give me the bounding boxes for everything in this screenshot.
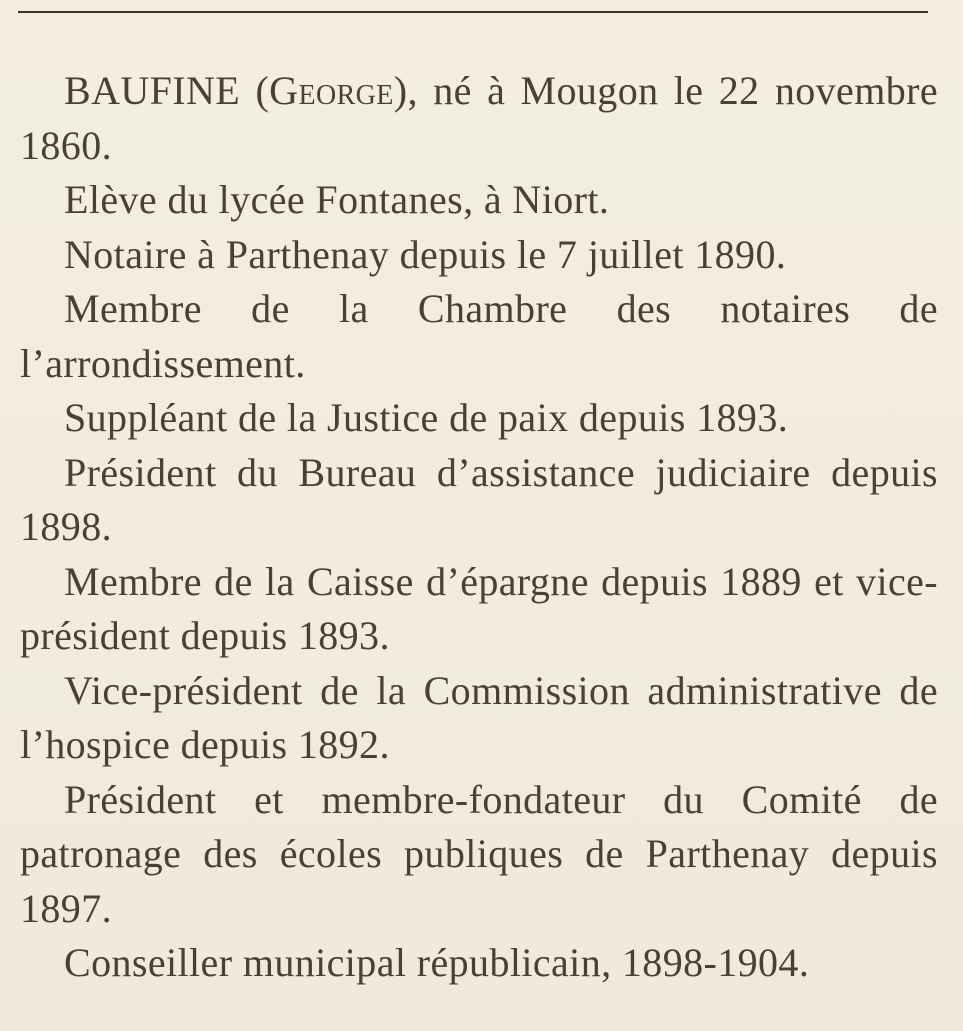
entry-paragraph: Elève du lycée Fontanes, à Niort.	[64, 177, 610, 222]
top-rule	[18, 11, 928, 13]
entry-paragraph: Vice-président de la Commission administrative de l’hospice depuis 1892.	[20, 667, 938, 767]
entry-paragraph: Suppléant de la Justice de paix depuis 1893.	[64, 395, 789, 440]
entry-birth: né à Mougon le 22 novembre 1860.	[20, 68, 938, 168]
biography-entry	[20, 64, 938, 991]
entry-paragraph: Notaire à Parthenay depuis le 7 juillet 1890.	[64, 231, 787, 277]
entry-paragraph: Président et membre-fondateur du Comité de patronage des écoles publiques de Parthenay depuis 1897.	[20, 776, 938, 931]
entry-heading: BAUFINE (George), né à Mougon le 22 novembre 1860.	[20, 68, 938, 168]
entry-given-name: George	[269, 68, 394, 113]
entry-paragraph: Membre de la Caisse d’épargne depuis 1889 et vice-président depuis 1893.	[20, 558, 938, 658]
entry-paragraph: Membre de la Chambre des notaires de l’arrondissement.	[20, 286, 938, 386]
entry-paragraph: Conseiller municipal républicain, 1898-1904.	[64, 940, 810, 985]
entry-paragraph: Président du Bureau d’assistance judiciaire depuis 1898.	[20, 449, 938, 549]
entry-surname: BAUFINE	[64, 68, 241, 113]
